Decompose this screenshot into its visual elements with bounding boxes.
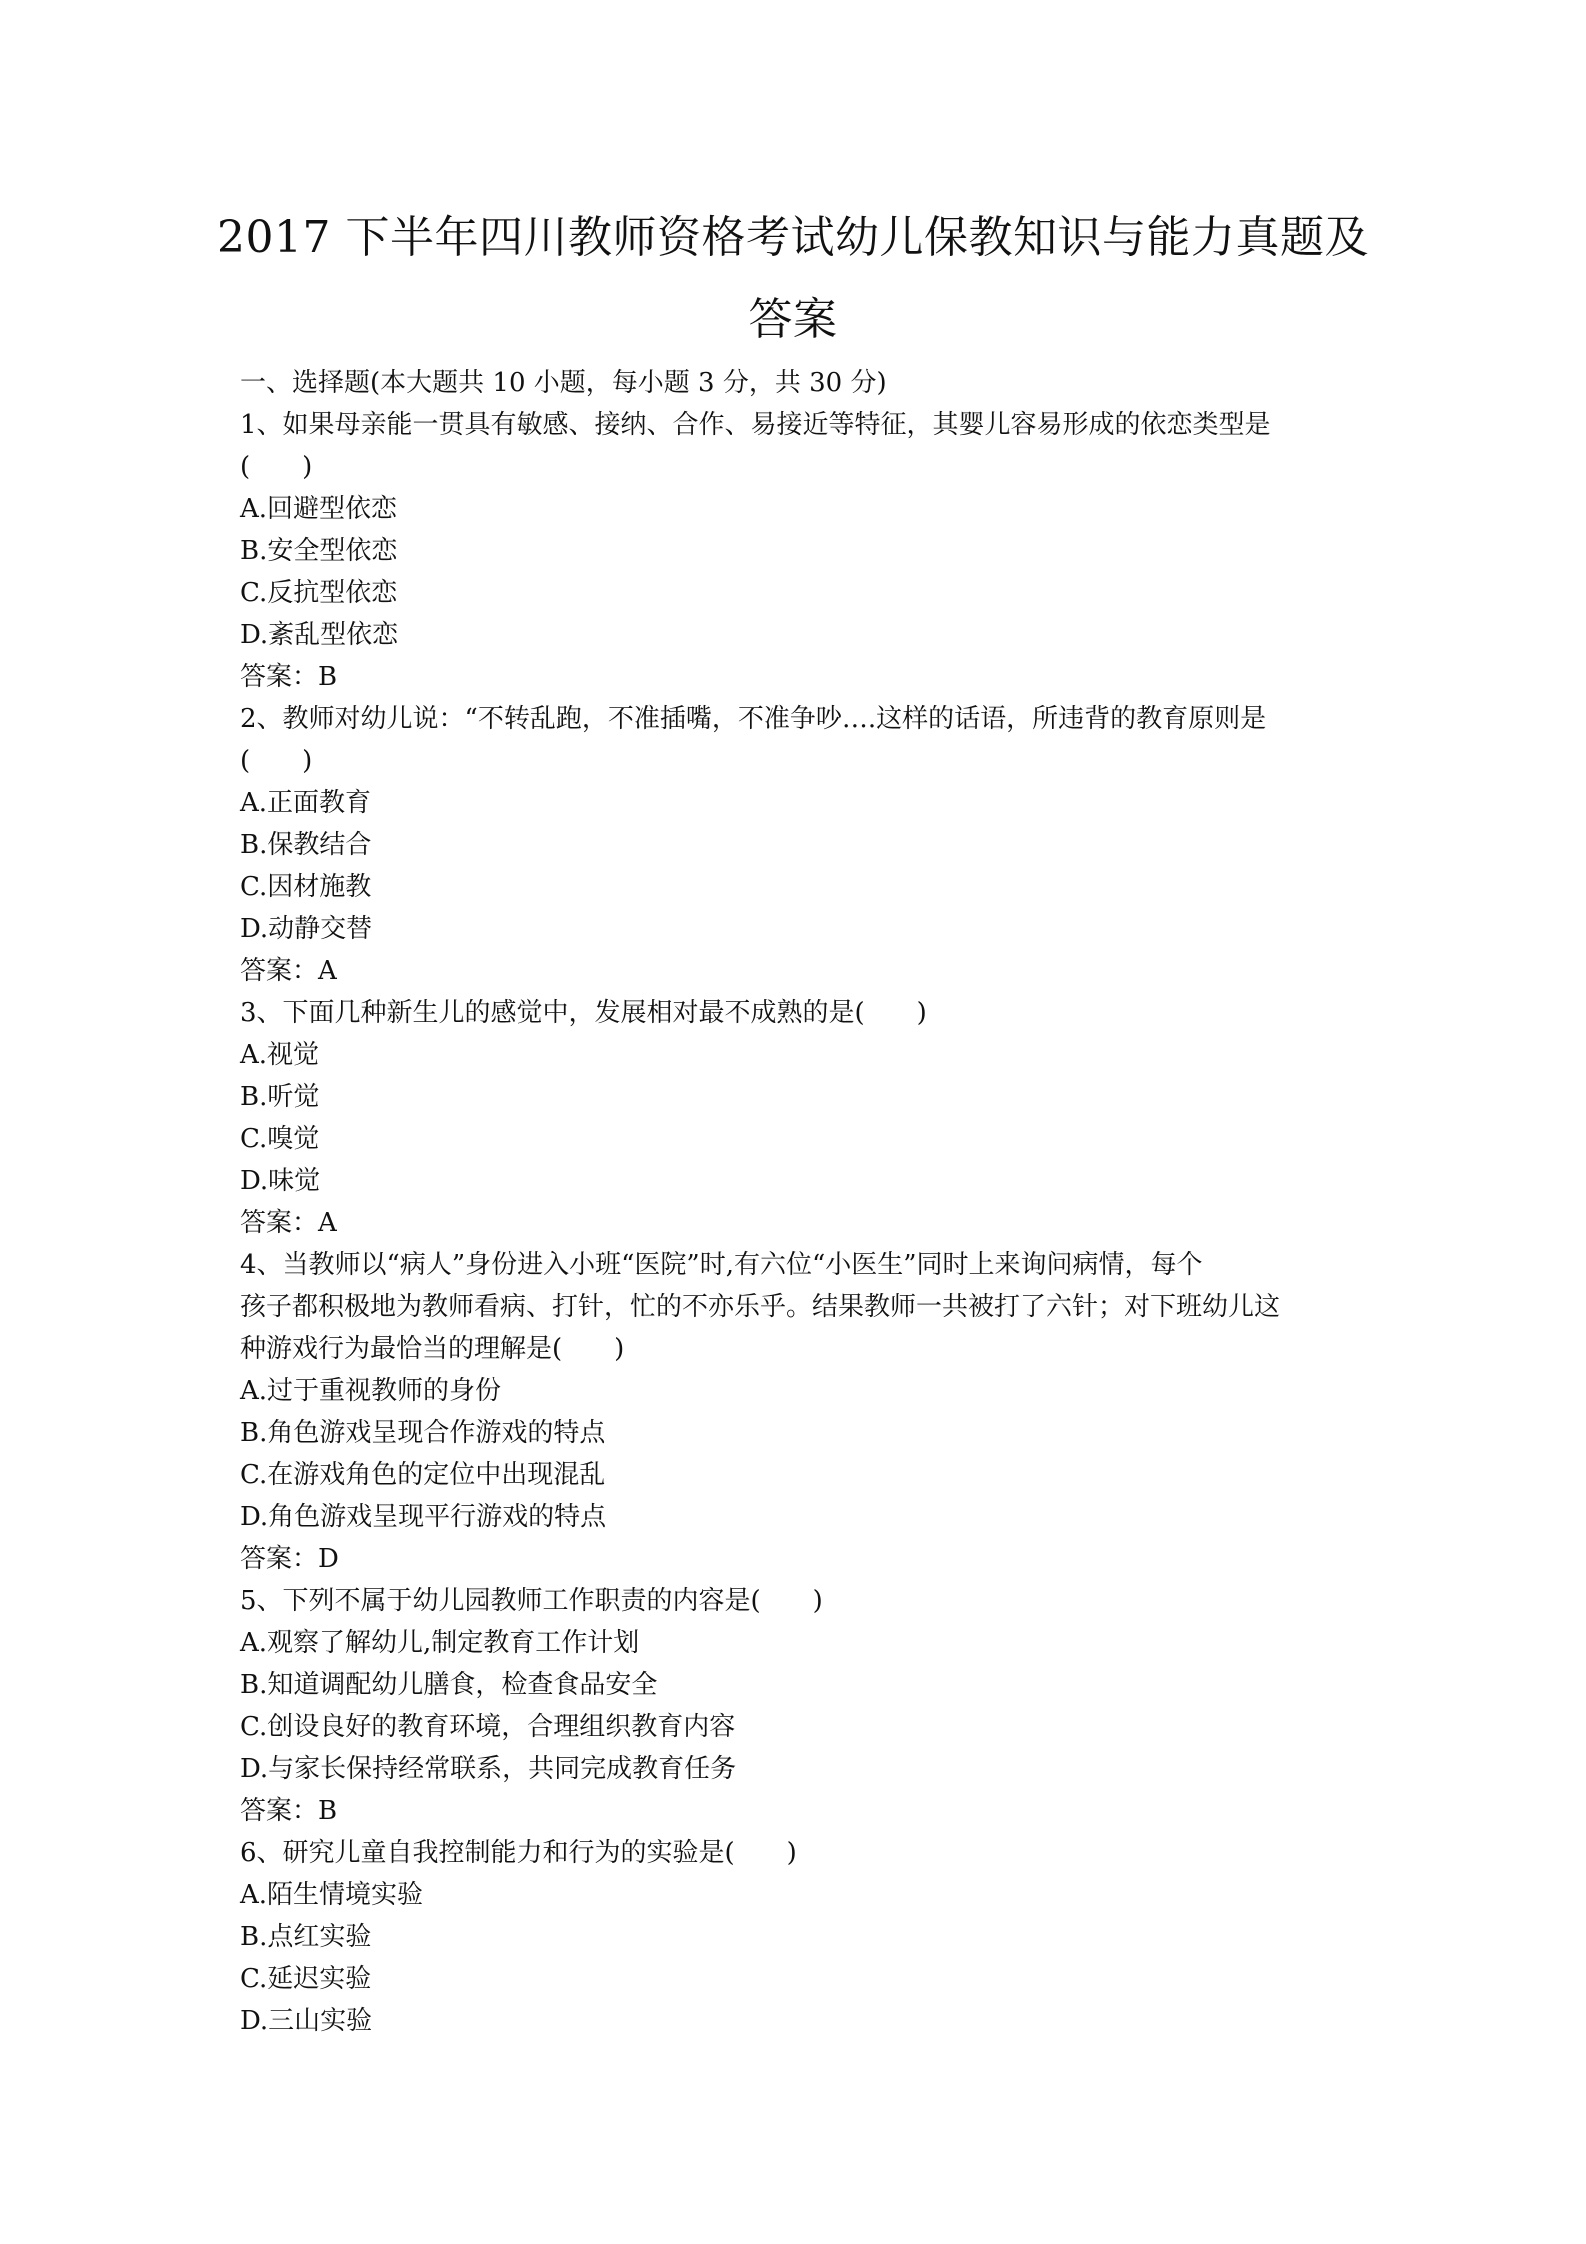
- question-5-stem: 5、下列不属于幼儿园教师工作职责的内容是( ): [240, 1586, 823, 1616]
- question-2-option-c: C.因材施教: [240, 872, 372, 902]
- question-3-answer: 答案：A: [240, 1208, 337, 1238]
- question-1-option-a: A.回避型依恋: [240, 494, 398, 524]
- question-3-option-a: A.视觉: [240, 1040, 320, 1070]
- question-4-option-b: B.角色游戏呈现合作游戏的特点: [240, 1418, 606, 1448]
- question-6-option-a: A.陌生情境实验: [240, 1880, 424, 1910]
- question-4-stem-cont: 种游戏行为最恰当的理解是( ): [240, 1334, 625, 1364]
- question-4-option-a: A.过于重视教师的身份: [240, 1376, 502, 1406]
- question-5-option-c: C.创设良好的教育环境，合理组织教育内容: [240, 1712, 736, 1742]
- question-2-option-d: D.动静交替: [240, 914, 373, 944]
- question-1-answer: 答案：B: [240, 662, 338, 692]
- question-2-stem-cont: ( ): [240, 746, 313, 776]
- document-title-line-1: 2017 下半年四川教师资格考试幼儿保教知识与能力真题及: [217, 212, 1369, 263]
- question-4-option-c: C.在游戏角色的定位中出现混乱: [240, 1460, 606, 1490]
- question-4-answer: 答案：D: [240, 1544, 339, 1574]
- question-1-option-c: C.反抗型依恋: [240, 578, 398, 608]
- question-1-stem-cont: ( ): [240, 452, 313, 482]
- question-6-stem: 6、研究儿童自我控制能力和行为的实验是( ): [240, 1838, 797, 1868]
- question-1-option-d: D.紊乱型依恋: [240, 620, 399, 650]
- document-body: [240, 362, 1360, 2042]
- question-5-option-d: D.与家长保持经常联系，共同完成教育任务: [240, 1754, 737, 1784]
- document-title-line-2: 答案: [748, 294, 838, 345]
- question-3-option-d: D.味觉: [240, 1166, 321, 1196]
- question-3-option-c: C.嗅觉: [240, 1124, 320, 1154]
- question-1-stem: 1、如果母亲能一贯具有敏感、接纳、合作、易接近等特征，其婴儿容易形成的依恋类型是: [240, 410, 1271, 440]
- question-1-option-b: B.安全型依恋: [240, 536, 398, 566]
- question-6-option-d: D.三山实验: [240, 2006, 373, 2036]
- question-4-stem: 4、当教师以“病人”身份进入小班“医院”时,有六位“小医生”同时上来询问病情，每个: [240, 1250, 1203, 1280]
- question-2-option-b: B.保教结合: [240, 830, 372, 860]
- question-2-answer: 答案：A: [240, 956, 337, 986]
- question-2-option-a: A.正面教育: [240, 788, 372, 818]
- question-3-stem: 3、下面几种新生儿的感觉中，发展相对最不成熟的是( ): [240, 998, 927, 1028]
- question-5-answer: 答案：B: [240, 1796, 338, 1826]
- question-3-option-b: B.听觉: [240, 1082, 320, 1112]
- question-5-option-b: B.知道调配幼儿膳食，检查食品安全: [240, 1670, 658, 1700]
- question-2-stem: 2、教师对幼儿说：“不转乱跑，不准插嘴，不准争吵….这样的话语，所违背的教育原则是: [240, 704, 1267, 734]
- question-4-stem-cont: 孩子都积极地为教师看病、打针，忙的不亦乐乎。结果教师一共被打了六针；对下班幼儿这: [240, 1292, 1281, 1322]
- question-6-option-c: C.延迟实验: [240, 1964, 372, 1994]
- question-5-option-a: A.观察了解幼儿,制定教育工作计划: [240, 1628, 640, 1658]
- question-6-option-b: B.点红实验: [240, 1922, 372, 1952]
- section-heading: 一、选择题(本大题共 10 小题，每小题 3 分，共 30 分): [240, 368, 887, 398]
- question-4-option-d: D.角色游戏呈现平行游戏的特点: [240, 1502, 607, 1532]
